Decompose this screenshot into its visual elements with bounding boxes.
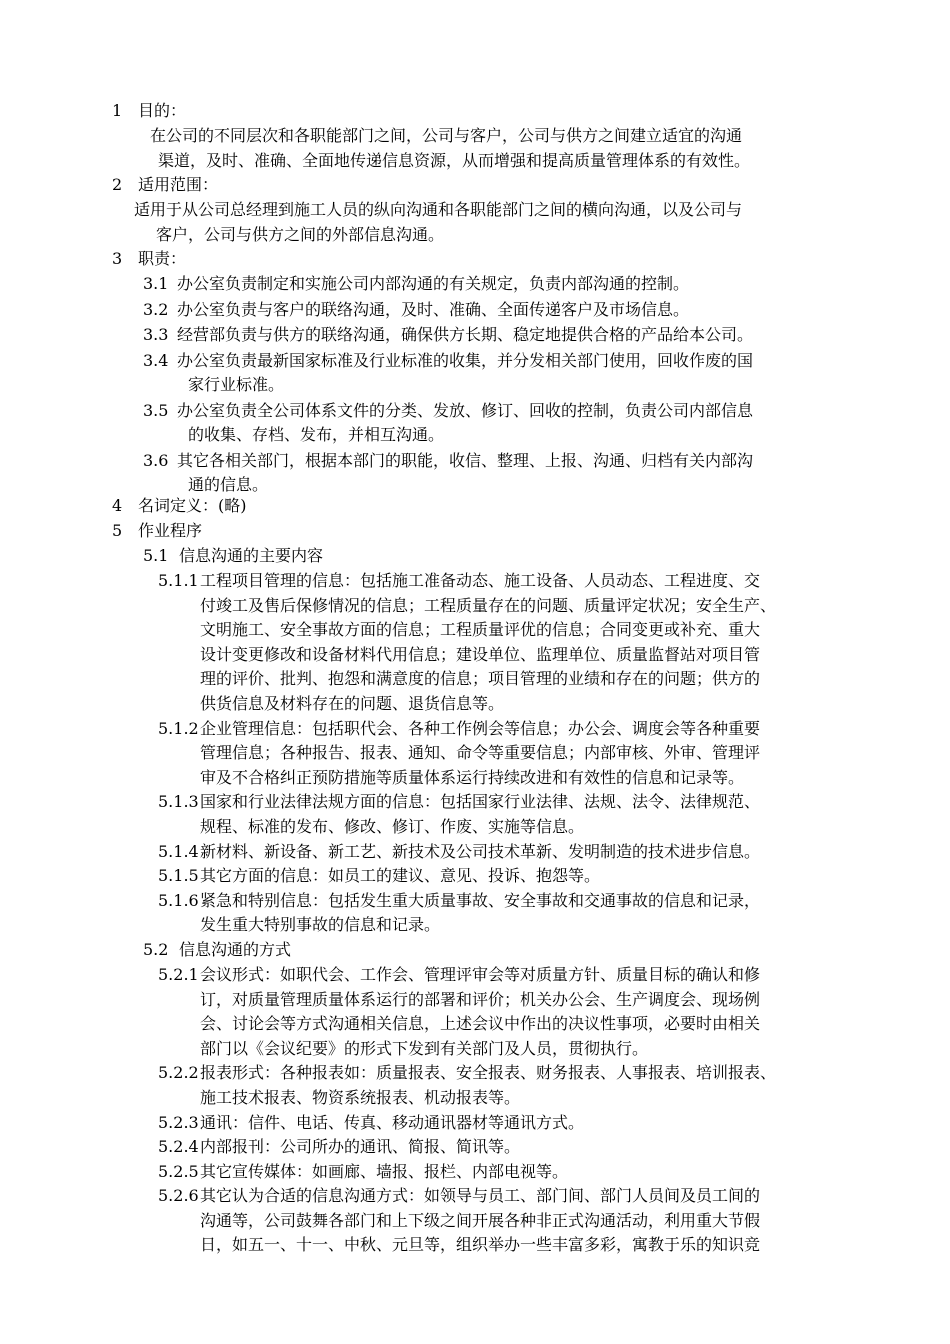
content-item (158, 717, 874, 791)
item-text-line: 文明施工、安全事故方面的信息；工程质量评优的信息；合同变更或补充、重大 (200, 620, 761, 639)
section-title: 名词定义：(略) (138, 496, 247, 515)
item-number: 5.2.2 (158, 1063, 199, 1083)
paragraph-line: 在公司的不同层次和各职能部门之间，公司与客户，公司与供方之间建立适宜的沟通 (150, 126, 743, 145)
item-text-line: 办公室负责全公司体系文件的分类、发放、修订、回收的控制，负责公司内部信息 (177, 400, 754, 420)
item-text-line: 沟通等，公司鼓舞各部门和上下级之间开展各种非正式沟通活动，利用重大节假 (200, 1210, 761, 1230)
item-number: 3.2 (143, 299, 169, 319)
item-number: 3.6 (143, 450, 169, 470)
item-text-line: 会议形式：如职代会、工作会、管理评审会等对质量方针、质量目标的确认和修 (200, 965, 761, 984)
section-title: 职责： (138, 249, 187, 268)
item-text-line: 企业管理信息：包括职代会、各种工作例会等信息；办公会、调度会等各种重要 (200, 718, 761, 738)
item-number: 5.1.4 (158, 841, 199, 861)
section-title: 目的： (138, 101, 187, 120)
section-title: 信息沟通的方式 (179, 940, 292, 959)
item-number: 3.4 (143, 350, 169, 370)
item-text-line: 会、讨论会等方式沟通相关信息，上述会议中作出的决议性事项，必要时由相关 (200, 1014, 761, 1033)
item-number: 3.5 (143, 400, 169, 420)
item-text-line: 理的评价、批判、抱怨和满意度的信息；项目管理的业绩和存在的问题；供方的 (200, 669, 761, 688)
item-text-line: 发生重大特别事故的信息和记录。 (200, 915, 441, 935)
method-item (158, 1135, 874, 1160)
section-1-paragraph (150, 124, 872, 173)
item-number: 5.1.1 (158, 571, 199, 590)
item-text-line: 报表形式：各种报表如：质量报表、安全报表、财务报表、人事报表、培训报表、 (200, 1063, 777, 1083)
item-text-line: 其它方面的信息：如员工的建议、意见、投诉、抱怨等。 (200, 866, 601, 886)
section-number: 2 (112, 175, 123, 194)
section-title: 作业程序 (138, 521, 203, 540)
item-text-line: 的收集、存档、发布，并相互沟通。 (188, 425, 445, 444)
section-number: 3 (112, 249, 123, 268)
item-text-line: 其它各相关部门，根据本部门的职能，收信、整理、上报、沟通、归档有关内部沟 (177, 450, 754, 470)
section-3-heading (112, 247, 892, 272)
item-text-line: 施工技术报表、物资系统报表、机动报表等。 (200, 1087, 521, 1107)
item-number: 5.2.5 (158, 1161, 199, 1181)
item-text-line: 国家和行业法律法规方面的信息：包括国家行业法律、法规、法令、法律规范、 (200, 792, 761, 812)
content-item (158, 864, 874, 889)
responsibility-item (143, 449, 873, 498)
section-2-heading (112, 173, 892, 198)
section-title: 适用范围： (138, 175, 219, 194)
section-number: 4 (112, 496, 123, 515)
item-text-line: 通的信息。 (188, 475, 269, 494)
responsibility-item (143, 349, 873, 398)
item-text-line: 新材料、新设备、新工艺、新技术及公司技术革新、发明制造的技术进步信息。 (200, 841, 761, 861)
item-number: 5.2.1 (158, 965, 199, 984)
item-text-line: 供货信息及材料存在的问题、退货信息等。 (200, 693, 505, 713)
item-text-line: 规程、标准的发布、修改、修订、作废、实施等信息。 (200, 816, 585, 836)
section-number: 5 (112, 521, 123, 540)
method-item (158, 1111, 874, 1136)
item-number: 3.1 (143, 274, 169, 293)
section-1-heading (112, 99, 892, 124)
content-item (158, 569, 874, 716)
section-title: 信息沟通的主要内容 (179, 546, 324, 565)
item-number: 5.1.2 (158, 718, 199, 738)
item-number: 5.1.3 (158, 792, 199, 812)
item-text-line: 部门以《会议纪要》的形式下发到有关部门及人员，贯彻执行。 (200, 1038, 649, 1058)
item-text-line: 设计变更修改和设备材料代用信息；建设单位、监理单位、质量监督站对项目管 (200, 644, 761, 664)
section-number: 5.1 (143, 546, 169, 565)
method-item (158, 1061, 874, 1110)
item-text-line: 付竣工及售后保修情况的信息；工程质量存在的问题、质量评定状况；安全生产、 (200, 595, 777, 615)
section-number: 1 (112, 101, 123, 120)
item-number: 5.1.5 (158, 866, 199, 886)
content-item (158, 790, 874, 839)
content-item (158, 889, 874, 938)
item-text-line: 内部报刊：公司所办的通讯、简报、简讯等。 (200, 1137, 521, 1157)
item-text-line: 其它宣传媒体：如画廊、墙报、报栏、内部电视等。 (200, 1161, 569, 1181)
method-item (158, 1184, 874, 1258)
item-text-line: 办公室负责制定和实施公司内部沟通的有关规定，负责内部沟通的控制。 (177, 274, 690, 293)
responsibility-item (143, 298, 873, 323)
item-number: 5.2.4 (158, 1137, 199, 1157)
section-5-heading (112, 519, 892, 544)
item-number: 3.3 (143, 325, 169, 344)
subsection-5-1-heading (143, 544, 873, 569)
item-text-line: 紧急和特别信息：包括发生重大质量事故、安全事故和交通事故的信息和记录， (200, 890, 761, 910)
paragraph-line: 渠道，及时、准确、全面地传递信息资源，从而增强和提高质量管理体系的有效性。 (158, 150, 751, 170)
item-text-line: 工程项目管理的信息：包括施工准备动态、施工设备、人员动态、工程进度、交 (200, 571, 761, 590)
paragraph-line: 适用于从公司总经理到施工人员的纵向沟通和各职能部门之间的横向沟通，以及公司与 (134, 200, 743, 219)
item-text-line: 办公室负责与客户的联络沟通，及时、准确、全面传递客户及市场信息。 (177, 299, 690, 319)
method-item (158, 963, 874, 1061)
subsection-5-2-heading (143, 938, 873, 963)
responsibility-item (143, 272, 873, 297)
item-number: 5.2.6 (158, 1186, 199, 1206)
section-2-paragraph (134, 198, 872, 247)
item-number: 5.2.3 (158, 1112, 199, 1132)
item-text-line: 管理信息；各种报告、报表、通知、命令等重要信息；内部审核、外审、管理评 (200, 743, 761, 763)
item-text-line: 审及不合格纠正预防措施等质量体系运行持续改进和有效性的信息和记录等。 (200, 767, 745, 787)
item-text-line: 日，如五一、十一、中秋、元旦等，组织举办一些丰富多彩，寓教于乐的知识竞 (200, 1235, 761, 1255)
content-item (158, 840, 874, 865)
responsibility-item (143, 323, 873, 348)
section-4-heading (112, 494, 892, 519)
item-number: 5.1.6 (158, 890, 199, 910)
item-text-line: 办公室负责最新国家标准及行业标准的收集，并分发相关部门使用，回收作废的国 (177, 350, 754, 370)
item-text-line: 经营部负责与供方的联络沟通，确保供方长期、稳定地提供合格的产品给本公司。 (177, 325, 754, 344)
method-item (158, 1160, 874, 1185)
item-text-line: 家行业标准。 (188, 375, 285, 394)
item-text-line: 其它认为合适的信息沟通方式：如领导与员工、部门间、部门人员间及员工间的 (200, 1186, 761, 1206)
item-text-line: 通讯：信件、电话、传真、移动通讯器材等通讯方式。 (200, 1112, 585, 1132)
responsibility-item (143, 399, 873, 448)
paragraph-line: 客户，公司与供方之间的外部信息沟通。 (156, 224, 445, 244)
section-number: 5.2 (143, 940, 169, 959)
item-text-line: 订，对质量管理质量体系运行的部署和评价；机关办公会、生产调度会、现场例 (200, 989, 761, 1009)
